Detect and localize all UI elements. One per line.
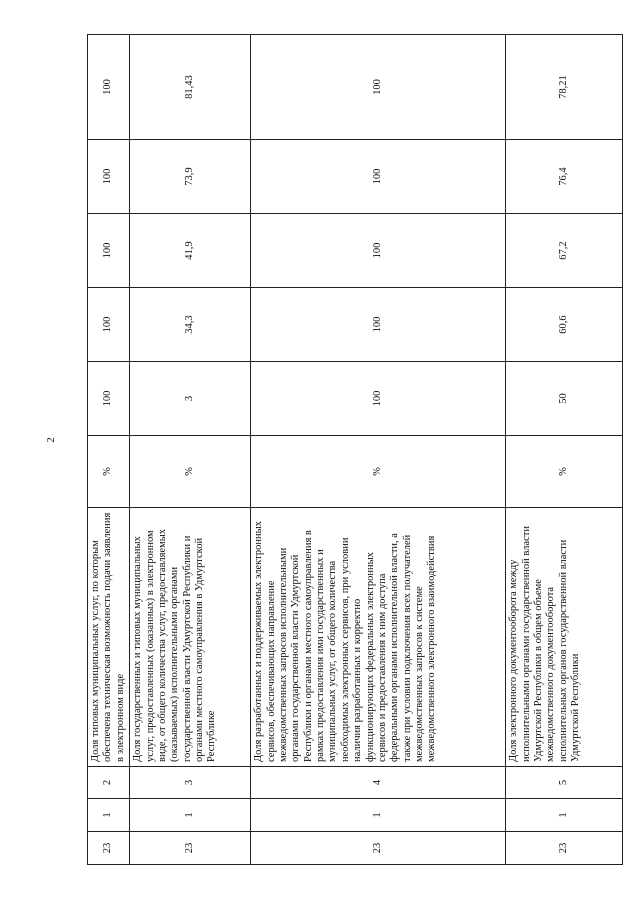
cell-number: 3 xyxy=(130,767,251,799)
cell-value: 78,21 xyxy=(506,35,623,140)
cell-value: 73,9 xyxy=(130,140,251,214)
cell-program: 23 xyxy=(506,832,623,865)
page-number: 2 xyxy=(45,437,57,443)
cell-value: 100 xyxy=(251,35,506,140)
indicators-table xyxy=(87,34,623,865)
table-row xyxy=(130,35,251,865)
table-header-row xyxy=(88,35,130,865)
cell-value: 67,2 xyxy=(506,214,623,288)
cell-value: 34,3 xyxy=(130,288,251,362)
rotated-table-container xyxy=(87,35,612,865)
header-cell-value: 100 xyxy=(88,140,130,214)
cell-subprogram: 1 xyxy=(130,799,251,832)
cell-indicator-name: Доля электронного документооборота между исполнительными органами государственной власти Удмуртской Республики в общем объеме межведомственного документооборота исполнительных органов государственной власти Удмуртской Республики xyxy=(506,508,623,767)
cell-subprogram: 1 xyxy=(251,799,506,832)
table-row xyxy=(506,35,623,865)
header-cell-value: 100 xyxy=(88,35,130,140)
cell-value: 100 xyxy=(251,288,506,362)
cell-program: 23 xyxy=(130,832,251,865)
header-cell-number: 2 xyxy=(88,767,130,799)
cell-number: 5 xyxy=(506,767,623,799)
cell-value: 100 xyxy=(251,214,506,288)
cell-value: 100 xyxy=(251,140,506,214)
cell-unit: % xyxy=(506,436,623,508)
cell-value: 41,9 xyxy=(130,214,251,288)
header-cell-unit: % xyxy=(88,436,130,508)
header-cell-subprogram: 1 xyxy=(88,799,130,832)
header-cell-value: 100 xyxy=(88,288,130,362)
cell-program: 23 xyxy=(251,832,506,865)
cell-value: 60,6 xyxy=(506,288,623,362)
header-cell-program: 23 xyxy=(88,832,130,865)
table-row xyxy=(251,35,506,865)
cell-unit: % xyxy=(251,436,506,508)
cell-value: 100 xyxy=(251,362,506,436)
cell-value: 81,43 xyxy=(130,35,251,140)
cell-indicator-name: Доля государственных и типовых муниципальных услуг, предоставленных (оказанных) в электронном виде, от общего количества услуг, предоставляемых (оказываемых) исполнительными органами государственной власти Удмуртской Республики и органами местного самоуправления в Удмуртской Республике xyxy=(130,508,251,767)
cell-value: 3 xyxy=(130,362,251,436)
header-cell-value: 100 xyxy=(88,214,130,288)
cell-value: 76,4 xyxy=(506,140,623,214)
cell-indicator-name: Доля разработанных и поддерживаемых электронных сервисов, обеспечивающих направление межведомственных запросов исполнительными органами государственной власти Удмуртской Республики и органами местного самоуправления в рамках предоставления ими государственных и муниципальных услуг, от общего количества необходимых электронных сервисов, при условии наличия разработанных и корректно функционирующих федеральных электронных сервисов и предоставления к ним доступа федеральными органами исполнительной власти, а также при условии подключения всех получателей межведомственных запросов к системе межведомственного электронного взаимодействия xyxy=(251,508,506,767)
cell-value: 50 xyxy=(506,362,623,436)
cell-number: 4 xyxy=(251,767,506,799)
cell-unit: % xyxy=(130,436,251,508)
cell-subprogram: 1 xyxy=(506,799,623,832)
header-cell-indicator-name: Доля типовых муниципальных услуг, по которым обеспечена техническая возможность подачи заявления в электронном виде xyxy=(88,508,130,767)
header-cell-value: 100 xyxy=(88,362,130,436)
